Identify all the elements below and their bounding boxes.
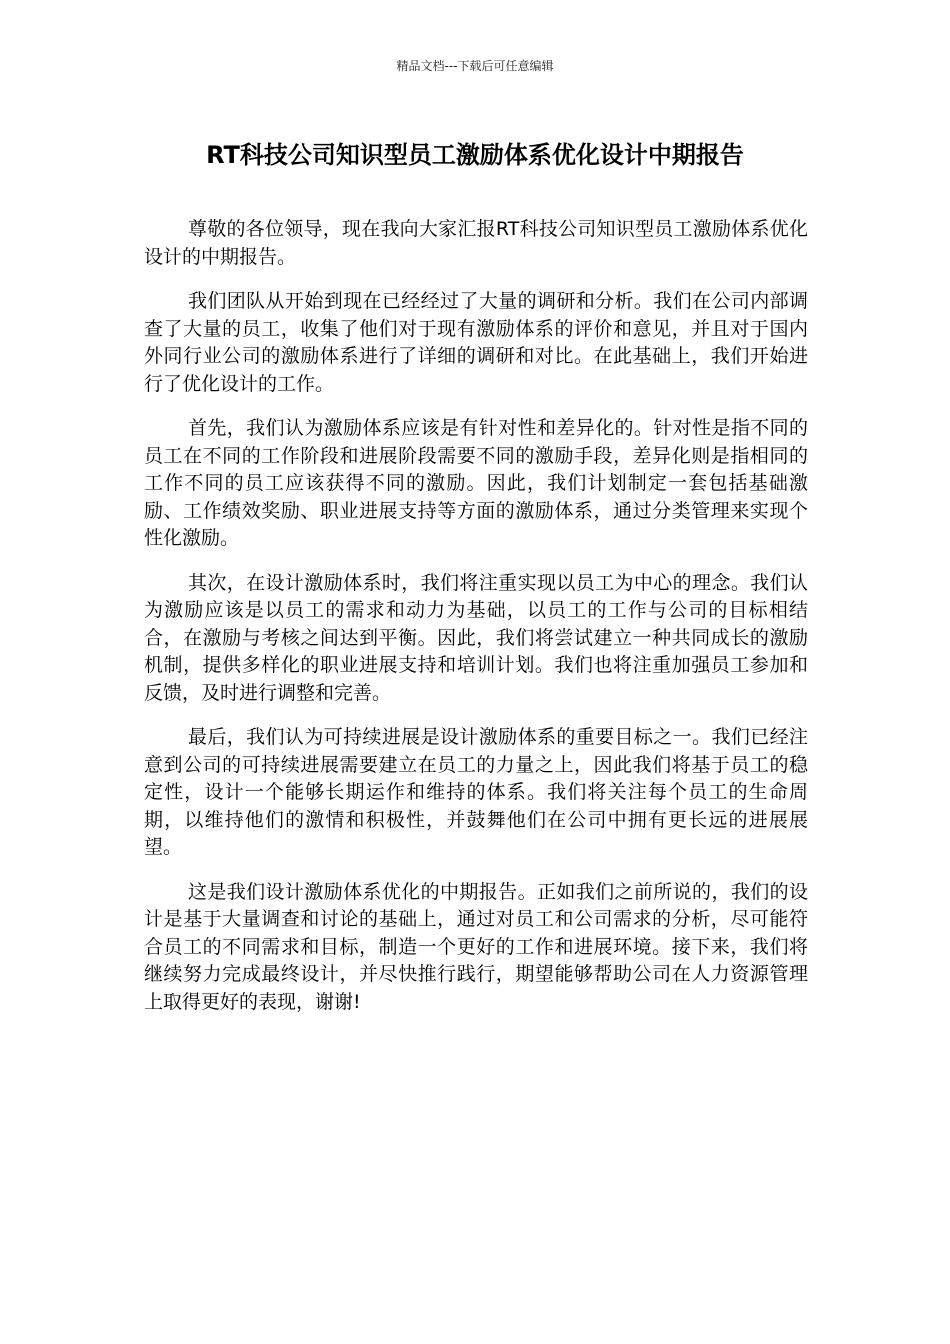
paragraph-first: 首先，我们认为激励体系应该是有针对性和差异化的。针对性是指不同的员工在不同的工作阶段和进展阶段需要不同的激励手段，差异化则是指相同的工作不同的员工应该获得不同的激励。因此，我们计划制定一套包括基础激励、工作绩效奖励、职业进展支持等方面的激励体系，通过分类管理来实现个性化激励。 [144,417,808,549]
paragraph-greeting: 尊敬的各位领导，现在我向大家汇报RT科技公司知识型员工激励体系优化设计的中期报告。 [144,218,808,268]
paragraph-second: 其次，在设计激励体系时，我们将注重实现以员工为中心的理念。我们认为激励应该是以员工的需求和动力为基础，以员工的工作与公司的目标相结合，在激励与考核之间达到平衡。因此，我们将尝试建立一种共同成长的激励机制，提供多样化的职业进展支持和培训计划。我们也将注重加强员工参加和反馈，及时进行调整和完善。 [144,571,808,704]
document-body [144,216,808,1033]
paragraph-last: 最后，我们认为可持续进展是设计激励体系的重要目标之一。我们已经注意到公司的可持续进展需要建立在员工的力量之上，因此我们将基于员工的稳定性，设计一个能够长期运作和维持的体系。我们将关注每个员工的生命周期，以维持他们的激情和积极性，并鼓舞他们在公司中拥有更长远的进展展望。 [144,726,808,858]
paragraph-research: 我们团队从开始到现在已经经过了大量的调研和分析。我们在公司内部调查了大量的员工，收集了他们对于现有激励体系的评价和意见，并且对于国内外同行业公司的激励体系进行了详细的调研和对比。在此基础上，我们开始进行了优化设计的工作。 [144,290,808,395]
document-title: RT科技公司知识型员工激励体系优化设计中期报告 [206,141,744,169]
page-header-note: 精品文档---下载后可任意编辑 [396,59,554,73]
paragraph-conclusion: 这是我们设计激励体系优化的中期报告。正如我们之前所说的，我们的设计是基于大量调查和讨论的基础上，通过对员工和公司需求的分析，尽可能符合员工的不同需求和目标，制造一个更好的工作和进展环境。接下来，我们将继续努力完成最终设计，并尽快推行践行，期望能够帮助公司在人力资源管理上取得更好的表现，谢谢! [144,880,808,1013]
